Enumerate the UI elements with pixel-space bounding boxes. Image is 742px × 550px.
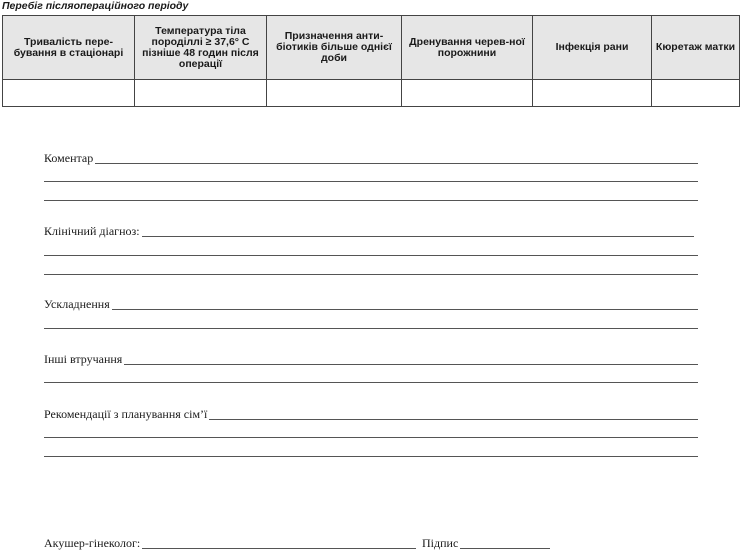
diagnosis-label: Клінічний діагноз: — [44, 224, 140, 238]
header-drainage: Дренування черев-ної порожнини — [402, 16, 533, 80]
comment-line-1[interactable] — [44, 163, 698, 164]
other-interventions-label: Інші втручання — [44, 352, 123, 366]
section-title: Перебіг післяопераційного періоду — [2, 0, 189, 12]
header-wound-infection: Інфекція рани — [533, 16, 652, 80]
table-header-row — [3, 16, 740, 80]
other-interventions-line-1[interactable] — [44, 364, 698, 365]
family-planning-line-3[interactable] — [44, 456, 698, 457]
comment-label: Коментар — [44, 151, 94, 165]
cell-drainage[interactable] — [402, 80, 533, 107]
other-interventions-line-2[interactable] — [44, 382, 698, 383]
postop-table — [2, 15, 740, 107]
cell-stay-duration[interactable] — [3, 80, 135, 107]
diagnosis-line-3[interactable] — [44, 274, 698, 275]
family-planning-line-2[interactable] — [44, 437, 698, 438]
table-row — [3, 80, 740, 107]
comment-line-3[interactable] — [44, 200, 698, 201]
complications-line-1[interactable] — [44, 309, 698, 310]
header-curettage: Кюретаж матки — [652, 16, 740, 80]
cell-wound-infection[interactable] — [533, 80, 652, 107]
cell-antibiotics[interactable] — [267, 80, 402, 107]
cell-temperature[interactable] — [135, 80, 267, 107]
diagnosis-line-2[interactable] — [44, 255, 698, 256]
cell-curettage[interactable] — [652, 80, 740, 107]
comment-line-2[interactable] — [44, 181, 698, 182]
obstetrician-label: Акушер-гінеколог: — [44, 536, 141, 550]
header-temperature: Температура тіла породіллі ≥ 37,6° С пізніше 48 годин після операції — [135, 16, 267, 80]
signature-label: Підпис — [422, 536, 459, 550]
header-stay-duration: Тривалість пере-бування в стаціонарі — [3, 16, 135, 80]
family-planning-label: Рекомендації з планування сім’ї — [44, 407, 208, 421]
header-antibiotics: Призначення анти-біотиків більше однієї доби — [267, 16, 402, 80]
complications-label: Ускладнення — [44, 297, 110, 311]
complications-line-2[interactable] — [44, 328, 698, 329]
